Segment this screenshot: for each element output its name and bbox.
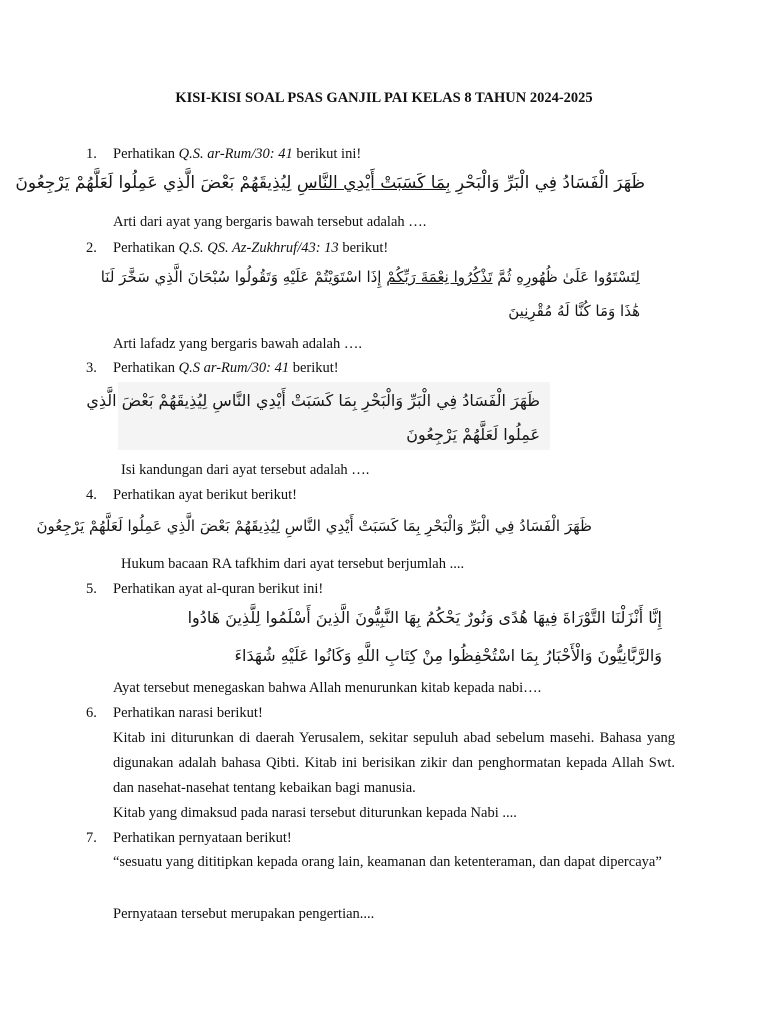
question-text: Kitab yang dimaksud pada narasi tersebut diturunkan kepada Nabi .... — [113, 805, 517, 821]
arabic-verse-line-1: ظَهَرَ الْفَسَادُ فِي الْبَرِّ وَالْبَحْرِ بِمَا كَسَبَتْ أَيْدِي النَّاسِ لِيُذِيقَهُمْ بَعْضَ الَّذِي — [86, 391, 540, 410]
question-number: 1. — [86, 146, 97, 162]
arabic-verse-line-2: عَمِلُوا لَعَلَّهُمْ يَرْجِعُونَ — [406, 425, 540, 444]
underlined-phrase: بِمَا كَسَبَتْ أَيْدِي النَّاسِ — [296, 173, 451, 193]
surah-reference: Q.S ar-Rum/30: 41 — [178, 360, 290, 376]
arabic-verse: ظَهَرَ الْفَسَادُ فِي الْبَرِّ وَالْبَحْرِ بِمَا كَسَبَتْ أَيْدِي النَّاسِ لِيُذِيقَهُمْ بَعْضَ الَّذِي عَمِلُوا لَعَلَّهُمْ يَرْجِعُونَ — [15, 173, 645, 193]
surah-reference: Q.S. QS. Az-Zukhruf/43: 13 — [178, 240, 339, 256]
question-number: 2. — [86, 240, 97, 256]
question-prompt: Perhatikan ayat al-quran berikut ini! — [113, 581, 324, 597]
question-text: Hukum bacaan RA tafkhim dari ayat tersebut berjumlah .... — [121, 556, 465, 572]
question-prompt: Perhatikan Q.S. ar-Rum/30: 41 berikut ini! — [113, 146, 362, 162]
question-number: 5. — [86, 581, 97, 597]
arabic-verse-line-1: لِتَسْتَوُوا عَلَىٰ ظُهُورِهِ ثُمَّ تَذْكُرُوا نِعْمَةَ رَبِّكُمْ إِذَا اسْتَوَيْتُمْ عَلَيْهِ وَتَقُولُوا سُبْحَانَ الَّذِي سَخَّرَ لَنَا — [100, 268, 640, 286]
surah-reference: Q.S. ar-Rum/30: 41 — [178, 146, 293, 162]
question-prompt: Perhatikan narasi berikut! — [113, 705, 263, 721]
question-prompt: Perhatikan ayat berikut berikut! — [113, 487, 298, 503]
question-number: 3. — [86, 360, 97, 376]
question-number: 7. — [86, 830, 97, 846]
arabic-verse: ظَهَرَ الْفَسَادُ فِي الْبَرِّ وَالْبَحْرِ بِمَا كَسَبَتْ أَيْدِي النَّاسِ لِيُذِيقَهُمْ بَعْضَ الَّذِي عَمِلُوا لَعَلَّهُمْ يَرْجِعُونَ — [36, 517, 592, 535]
question-number: 6. — [86, 705, 97, 721]
narrative-paragraph: Kitab ini diturunkan di daerah Yerusalem, sekitar sepuluh abad sebelum masehi. Bahasa yang digunakan adalah bahasa Qibti. Kitab ini berisikan zikir dan penghormatan kepada Allah Swt. dan nasehat-nasehat tentang kebaikan bagi manusia. — [113, 730, 675, 796]
question-text: Ayat tersebut menegaskan bahwa Allah menurunkan kitab kepada nabi…. — [113, 680, 542, 696]
question-text: Arti lafadz yang bergaris bawah adalah …. — [113, 336, 362, 352]
underlined-phrase: تَذْكُرُوا نِعْمَةَ رَبِّكُمْ — [386, 268, 493, 286]
arabic-verse-line-1: إِنَّا أَنْزَلْنَا التَّوْرَاةَ فِيهَا هُدًى وَنُورٌ يَحْكُمُ بِهَا النَّبِيُّونَ الَّذِينَ أَسْلَمُوا لِلَّذِينَ هَادُوا — [187, 608, 662, 627]
question-prompt: Perhatikan pernyataan berikut! — [113, 830, 292, 846]
document-title: KISI-KISI SOAL PSAS GANJIL PAI KELAS 8 TAHUN 2024-2025 — [175, 90, 593, 106]
arabic-verse-line-2: هَٰذَا وَمَا كُنَّا لَهُ مُقْرِنِينَ — [508, 302, 640, 320]
question-prompt: Perhatikan Q.S ar-Rum/30: 41 berikut! — [113, 360, 339, 376]
question-prompt: Perhatikan Q.S. QS. Az-Zukhruf/43: 13 berikut! — [113, 240, 389, 256]
question-number: 4. — [86, 487, 97, 503]
quoted-statement: “sesuatu yang dititipkan kepada orang lain, keamanan dan ketenteraman, dan dapat dipercaya” — [113, 854, 662, 870]
question-text: Pernyataan tersebut merupakan pengertian.... — [113, 906, 375, 922]
question-text: Arti dari ayat yang bergaris bawah tersebut adalah …. — [113, 214, 427, 230]
arabic-verse-line-2: وَالرَّبَّانِيُّونَ وَالْأَحْبَارُ بِمَا اسْتُحْفِظُوا مِنْ كِتَابِ اللَّهِ وَكَانُوا عَلَيْهِ شُهَدَاءَ — [234, 646, 662, 665]
question-text: Isi kandungan dari ayat tersebut adalah …. — [121, 462, 370, 478]
